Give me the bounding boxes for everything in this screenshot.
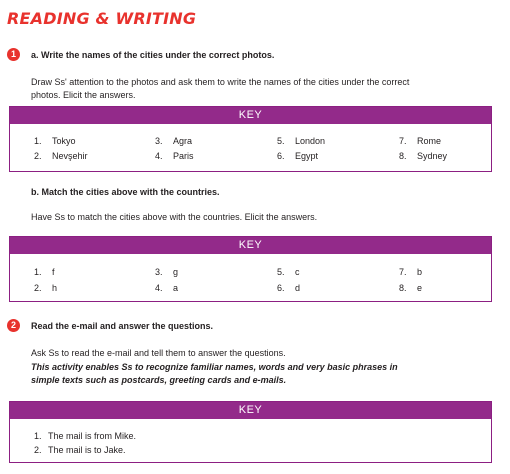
answer-item: 1. Tokyo <box>34 136 76 146</box>
section-2-heading: Read the e-mail and answer the questions. <box>31 321 214 331</box>
answer-item: 8. Sydney <box>399 151 448 161</box>
answer-item: 3. Agra <box>155 136 193 146</box>
section-2-instruction: Ask Ss to read the e-mail and tell them to answer the questions. <box>31 348 286 358</box>
answer-item: 5. c <box>277 267 300 277</box>
part-b-instruction: Have Ss to match the cities above with the countries. Elicit the answers. <box>31 212 318 222</box>
answer-item: 1. f <box>34 267 55 277</box>
answer-item: 8. e <box>399 283 423 293</box>
key-box-email <box>9 401 492 463</box>
answer-item: 5. London <box>277 136 326 146</box>
answer-item: 6. d <box>277 283 301 293</box>
answer-item: 7. Rome <box>399 136 442 146</box>
section-2-note-line1: This activity enables Ss to recognize familiar names, words and very basic phrases in <box>31 362 398 372</box>
key-box-a <box>9 106 492 172</box>
part-a-heading: a. Write the names of the cities under the correct photos. <box>31 50 275 60</box>
answer-item: 1. The mail is from Mike. <box>34 431 137 441</box>
page-title: READING & WRITING <box>7 9 197 28</box>
answer-item: 4. a <box>155 283 179 293</box>
section-2-note-line2: simple texts such as postcards, greeting cards and e-mails. <box>31 375 287 385</box>
answer-item: 4. Paris <box>155 151 194 161</box>
part-a-instruction-line2: photos. Elicit the answers. <box>31 90 136 100</box>
answer-item: 7. b <box>399 267 423 277</box>
answer-item: 2. h <box>34 283 58 293</box>
section-1-number-badge: 1 <box>7 48 20 61</box>
key-header: KEY <box>10 237 491 254</box>
part-a-instruction-line1: Draw Ss' attention to the photos and ask them to write the names of the cities under the correct <box>31 77 410 87</box>
answer-item: 2. Nevşehir <box>34 151 88 161</box>
section-2-number-badge: 2 <box>7 319 20 332</box>
part-b-heading: b. Match the cities above with the countries. <box>31 187 220 197</box>
key-box-b <box>9 236 492 302</box>
answer-item: 3. g <box>155 267 179 277</box>
key-header: KEY <box>10 402 491 419</box>
answer-item: 6. Egypt <box>277 151 319 161</box>
key-header: KEY <box>10 107 491 124</box>
answer-item: 2. The mail is to Jake. <box>34 445 126 455</box>
